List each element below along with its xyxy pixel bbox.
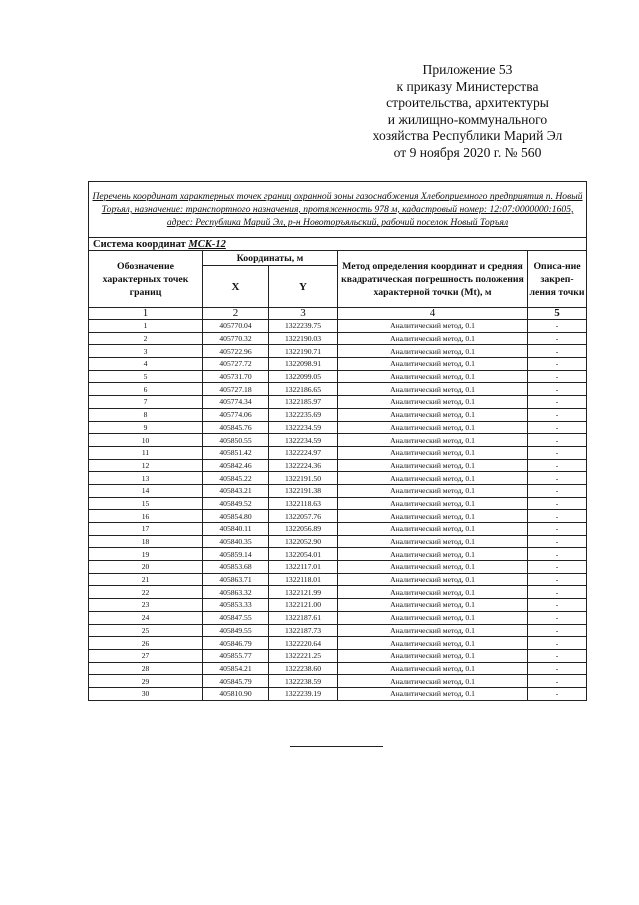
coord-x-cell: 405727.72 bbox=[203, 358, 269, 371]
description-cell: - bbox=[528, 624, 587, 637]
method-cell: Аналитический метод, 0.1 bbox=[338, 687, 528, 700]
table-row bbox=[89, 548, 587, 561]
coord-x-cell: 405845.79 bbox=[203, 675, 269, 688]
coordinate-system-value: МСК-12 bbox=[188, 238, 226, 250]
method-cell: Аналитический метод, 0.1 bbox=[338, 497, 528, 510]
header-coords: Координаты, м bbox=[203, 251, 338, 266]
footer-divider bbox=[290, 746, 383, 747]
coord-x-cell: 405810.90 bbox=[203, 687, 269, 700]
method-cell: Аналитический метод, 0.1 bbox=[338, 408, 528, 421]
description-cell: - bbox=[528, 370, 587, 383]
appendix-line: Приложение 53 bbox=[422, 62, 513, 77]
table-row bbox=[89, 573, 587, 586]
method-cell: Аналитический метод, 0.1 bbox=[338, 358, 528, 371]
coord-y-cell: 1322187.61 bbox=[269, 611, 338, 624]
column-number: 3 bbox=[269, 308, 338, 320]
appendix-line: от 9 ноября 2020 г. № 560 bbox=[393, 144, 542, 160]
point-number-cell: 21 bbox=[89, 573, 203, 586]
description-cell: - bbox=[528, 459, 587, 472]
table-row bbox=[89, 383, 587, 396]
table-row bbox=[89, 561, 587, 574]
coord-x-cell: 405840.35 bbox=[203, 535, 269, 548]
table-row bbox=[89, 370, 587, 383]
description-cell: - bbox=[528, 332, 587, 345]
method-cell: Аналитический метод, 0.1 bbox=[338, 523, 528, 536]
coord-y-cell: 1322185.97 bbox=[269, 396, 338, 409]
table-row bbox=[89, 535, 587, 548]
column-number: 4 bbox=[338, 308, 528, 320]
point-number-cell: 12 bbox=[89, 459, 203, 472]
description-cell: - bbox=[528, 573, 587, 586]
description-cell: - bbox=[528, 586, 587, 599]
coord-y-cell: 1322191.38 bbox=[269, 484, 338, 497]
table-row bbox=[89, 421, 587, 434]
table-row bbox=[89, 599, 587, 612]
coord-x-cell: 405845.22 bbox=[203, 472, 269, 485]
table-row bbox=[89, 484, 587, 497]
point-number-cell: 26 bbox=[89, 637, 203, 650]
coord-x-cell: 405731.70 bbox=[203, 370, 269, 383]
coord-x-cell: 405850.55 bbox=[203, 434, 269, 447]
coord-x-cell: 405722.96 bbox=[203, 345, 269, 358]
appendix-header bbox=[345, 62, 590, 162]
coord-x-cell: 405854.21 bbox=[203, 662, 269, 675]
appendix-line: строительства, архитектуры bbox=[386, 95, 549, 111]
coord-y-cell: 1322239.19 bbox=[269, 687, 338, 700]
method-cell: Аналитический метод, 0.1 bbox=[338, 446, 528, 459]
description-cell: - bbox=[528, 383, 587, 396]
appendix-line: и жилищно-коммунального bbox=[387, 111, 548, 127]
point-number-cell: 17 bbox=[89, 523, 203, 536]
coord-x-cell: 405843.21 bbox=[203, 484, 269, 497]
coord-x-cell: 405853.33 bbox=[203, 599, 269, 612]
method-cell: Аналитический метод, 0.1 bbox=[338, 396, 528, 409]
description-cell: - bbox=[528, 510, 587, 523]
coord-y-cell: 1322118.63 bbox=[269, 497, 338, 510]
point-number-cell: 15 bbox=[89, 497, 203, 510]
point-number-cell: 27 bbox=[89, 649, 203, 662]
description-cell: - bbox=[528, 687, 587, 700]
coord-x-cell: 405851.42 bbox=[203, 446, 269, 459]
table-row bbox=[89, 446, 587, 459]
description-cell: - bbox=[528, 637, 587, 650]
method-cell: Аналитический метод, 0.1 bbox=[338, 662, 528, 675]
method-cell: Аналитический метод, 0.1 bbox=[338, 573, 528, 586]
header-description: Описа-ние закреп-ления точки bbox=[528, 251, 587, 308]
coord-y-cell: 1322190.71 bbox=[269, 345, 338, 358]
coord-y-cell: 1322121.00 bbox=[269, 599, 338, 612]
table-row bbox=[89, 611, 587, 624]
method-cell: Аналитический метод, 0.1 bbox=[338, 510, 528, 523]
coord-x-cell: 405845.76 bbox=[203, 421, 269, 434]
point-number-cell: 28 bbox=[89, 662, 203, 675]
point-number-cell: 5 bbox=[89, 370, 203, 383]
point-number-cell: 2 bbox=[89, 332, 203, 345]
description-cell: - bbox=[528, 396, 587, 409]
point-number-cell: 20 bbox=[89, 561, 203, 574]
coord-y-cell: 1322187.73 bbox=[269, 624, 338, 637]
table-row bbox=[89, 320, 587, 333]
description-cell: - bbox=[528, 523, 587, 536]
method-cell: Аналитический метод, 0.1 bbox=[338, 421, 528, 434]
method-cell: Аналитический метод, 0.1 bbox=[338, 611, 528, 624]
table-row bbox=[89, 510, 587, 523]
description-cell: - bbox=[528, 599, 587, 612]
point-number-cell: 10 bbox=[89, 434, 203, 447]
description-cell: - bbox=[528, 320, 587, 333]
coord-x-cell: 405854.80 bbox=[203, 510, 269, 523]
coord-y-cell: 1322099.05 bbox=[269, 370, 338, 383]
coord-x-cell: 405774.34 bbox=[203, 396, 269, 409]
coord-x-cell: 405774.06 bbox=[203, 408, 269, 421]
description-cell: - bbox=[528, 434, 587, 447]
description-cell: - bbox=[528, 548, 587, 561]
method-cell: Аналитический метод, 0.1 bbox=[338, 599, 528, 612]
point-number-cell: 14 bbox=[89, 484, 203, 497]
coord-x-cell: 405770.04 bbox=[203, 320, 269, 333]
coord-y-cell: 1322117.01 bbox=[269, 561, 338, 574]
header-y: Y bbox=[269, 266, 338, 308]
coord-y-cell: 1322056.89 bbox=[269, 523, 338, 536]
coordinates-table bbox=[88, 181, 587, 701]
coord-x-cell: 405849.52 bbox=[203, 497, 269, 510]
coord-y-cell: 1322221.25 bbox=[269, 649, 338, 662]
method-cell: Аналитический метод, 0.1 bbox=[338, 320, 528, 333]
coord-x-cell: 405853.68 bbox=[203, 561, 269, 574]
appendix-line: к приказу Министерства bbox=[396, 78, 539, 94]
coord-y-cell: 1322054.01 bbox=[269, 548, 338, 561]
coord-y-cell: 1322052.90 bbox=[269, 535, 338, 548]
description-cell: - bbox=[528, 421, 587, 434]
coord-x-cell: 405855.77 bbox=[203, 649, 269, 662]
column-number: 1 bbox=[89, 308, 203, 320]
description-cell: - bbox=[528, 446, 587, 459]
header-method: Метод определения координат и средняя квадратическая погрешность положения характерной точки (Mt), м bbox=[338, 251, 528, 308]
description-cell: - bbox=[528, 484, 587, 497]
point-number-cell: 8 bbox=[89, 408, 203, 421]
coord-y-cell: 1322238.59 bbox=[269, 675, 338, 688]
appendix-line: хозяйства Республики Марий Эл bbox=[372, 128, 563, 144]
coord-x-cell: 405727.18 bbox=[203, 383, 269, 396]
table-row bbox=[89, 358, 587, 371]
description-cell: - bbox=[528, 497, 587, 510]
method-cell: Аналитический метод, 0.1 bbox=[338, 649, 528, 662]
description-cell: - bbox=[528, 561, 587, 574]
table-row bbox=[89, 687, 587, 700]
header-point: Обозначение характерных точек границ bbox=[89, 251, 203, 308]
table-row bbox=[89, 472, 587, 485]
coordinate-system bbox=[89, 238, 587, 251]
coord-y-cell: 1322234.59 bbox=[269, 421, 338, 434]
table-row bbox=[89, 459, 587, 472]
table-row bbox=[89, 662, 587, 675]
coord-y-cell: 1322118.01 bbox=[269, 573, 338, 586]
point-number-cell: 16 bbox=[89, 510, 203, 523]
description-cell: - bbox=[528, 358, 587, 371]
coord-y-cell: 1322220.64 bbox=[269, 637, 338, 650]
column-numbers-row bbox=[89, 308, 587, 320]
table-row bbox=[89, 434, 587, 447]
table-row bbox=[89, 637, 587, 650]
method-cell: Аналитический метод, 0.1 bbox=[338, 472, 528, 485]
description-cell: - bbox=[528, 649, 587, 662]
method-cell: Аналитический метод, 0.1 bbox=[338, 535, 528, 548]
table-row bbox=[89, 675, 587, 688]
coord-x-cell: 405847.55 bbox=[203, 611, 269, 624]
method-cell: Аналитический метод, 0.1 bbox=[338, 637, 528, 650]
method-cell: Аналитический метод, 0.1 bbox=[338, 345, 528, 358]
method-cell: Аналитический метод, 0.1 bbox=[338, 484, 528, 497]
coord-x-cell: 405859.14 bbox=[203, 548, 269, 561]
point-number-cell: 6 bbox=[89, 383, 203, 396]
coord-x-cell: 405863.32 bbox=[203, 586, 269, 599]
method-cell: Аналитический метод, 0.1 bbox=[338, 383, 528, 396]
table-row bbox=[89, 586, 587, 599]
coord-x-cell: 405846.79 bbox=[203, 637, 269, 650]
coord-y-cell: 1322239.75 bbox=[269, 320, 338, 333]
column-number: 2 bbox=[203, 308, 269, 320]
description-cell: - bbox=[528, 675, 587, 688]
method-cell: Аналитический метод, 0.1 bbox=[338, 561, 528, 574]
description-cell: - bbox=[528, 535, 587, 548]
description-cell: - bbox=[528, 472, 587, 485]
coord-y-cell: 1322224.97 bbox=[269, 446, 338, 459]
point-number-cell: 11 bbox=[89, 446, 203, 459]
column-number: 5 bbox=[528, 308, 587, 320]
table-row bbox=[89, 523, 587, 536]
point-number-cell: 13 bbox=[89, 472, 203, 485]
coord-y-cell: 1322234.59 bbox=[269, 434, 338, 447]
method-cell: Аналитический метод, 0.1 bbox=[338, 459, 528, 472]
method-cell: Аналитический метод, 0.1 bbox=[338, 586, 528, 599]
point-number-cell: 7 bbox=[89, 396, 203, 409]
method-cell: Аналитический метод, 0.1 bbox=[338, 370, 528, 383]
point-number-cell: 9 bbox=[89, 421, 203, 434]
table-row bbox=[89, 408, 587, 421]
coord-y-cell: 1322224.36 bbox=[269, 459, 338, 472]
coord-y-cell: 1322235.69 bbox=[269, 408, 338, 421]
method-cell: Аналитический метод, 0.1 bbox=[338, 675, 528, 688]
point-number-cell: 1 bbox=[89, 320, 203, 333]
table-title: Перечень координат характерных точек границ охранной зоны газоснабжения Хлебоприемного предприятия п. Новый Торъял, назначение: транспортного назначения, протяженность 978 м, кадастровый номер: 12:07:0000000:1605, адрес: Республика Марий Эл, р-н Новоторъяльский, рабочий поселок Новый Торъял bbox=[89, 182, 587, 238]
point-number-cell: 23 bbox=[89, 599, 203, 612]
method-cell: Аналитический метод, 0.1 bbox=[338, 624, 528, 637]
method-cell: Аналитический метод, 0.1 bbox=[338, 548, 528, 561]
description-cell: - bbox=[528, 662, 587, 675]
table-row bbox=[89, 624, 587, 637]
point-number-cell: 3 bbox=[89, 345, 203, 358]
coordinate-system-label: Система координат bbox=[93, 238, 186, 250]
coord-x-cell: 405842.46 bbox=[203, 459, 269, 472]
coord-y-cell: 1322057.76 bbox=[269, 510, 338, 523]
method-cell: Аналитический метод, 0.1 bbox=[338, 434, 528, 447]
coord-y-cell: 1322098.91 bbox=[269, 358, 338, 371]
coord-x-cell: 405840.11 bbox=[203, 523, 269, 536]
coord-y-cell: 1322186.65 bbox=[269, 383, 338, 396]
table-row bbox=[89, 345, 587, 358]
coord-y-cell: 1322190.03 bbox=[269, 332, 338, 345]
header-x: X bbox=[203, 266, 269, 308]
table-row bbox=[89, 332, 587, 345]
coord-y-cell: 1322121.99 bbox=[269, 586, 338, 599]
coord-x-cell: 405770.32 bbox=[203, 332, 269, 345]
description-cell: - bbox=[528, 611, 587, 624]
table-row bbox=[89, 396, 587, 409]
point-number-cell: 24 bbox=[89, 611, 203, 624]
coord-x-cell: 405863.71 bbox=[203, 573, 269, 586]
point-number-cell: 25 bbox=[89, 624, 203, 637]
table-row bbox=[89, 497, 587, 510]
point-number-cell: 29 bbox=[89, 675, 203, 688]
coord-x-cell: 405849.55 bbox=[203, 624, 269, 637]
method-cell: Аналитический метод, 0.1 bbox=[338, 332, 528, 345]
point-number-cell: 19 bbox=[89, 548, 203, 561]
point-number-cell: 18 bbox=[89, 535, 203, 548]
coord-y-cell: 1322191.50 bbox=[269, 472, 338, 485]
description-cell: - bbox=[528, 408, 587, 421]
coord-y-cell: 1322238.60 bbox=[269, 662, 338, 675]
description-cell: - bbox=[528, 345, 587, 358]
table-row bbox=[89, 649, 587, 662]
point-number-cell: 22 bbox=[89, 586, 203, 599]
point-number-cell: 30 bbox=[89, 687, 203, 700]
point-number-cell: 4 bbox=[89, 358, 203, 371]
